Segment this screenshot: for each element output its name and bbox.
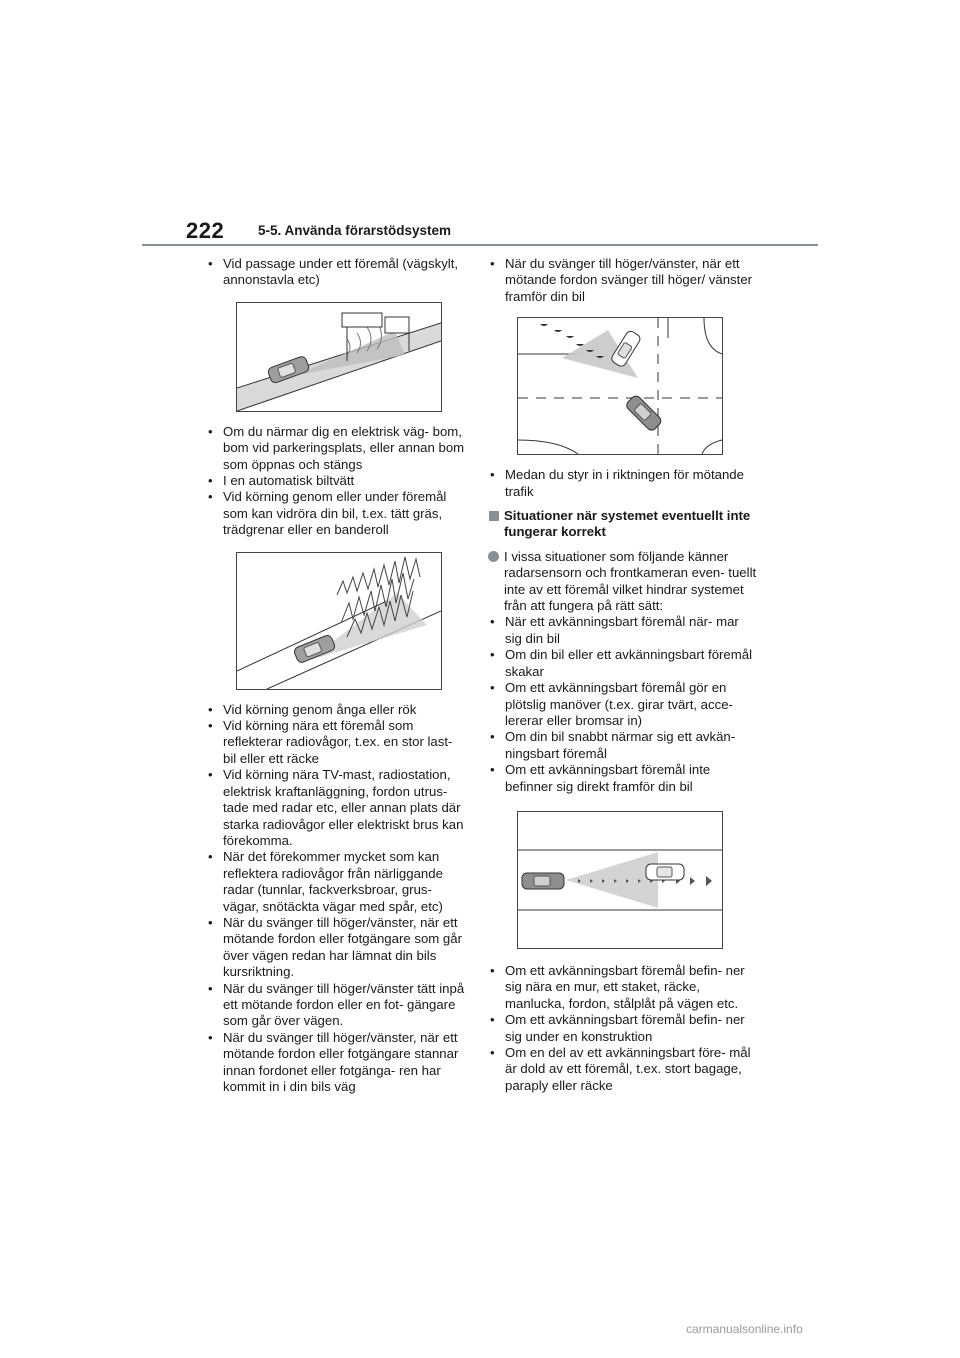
bullet-list (487, 467, 757, 500)
bullet-list (205, 424, 467, 539)
illustration-offset-vehicle (517, 811, 723, 949)
heading-square-marker (489, 511, 499, 521)
list-item: • Vid körning genom eller under föremål som kan vidröra din bil, t.ex. tätt gräs, trädgrenar eller en banderoll (205, 489, 467, 538)
list-item: • Om ett avkänningsbart föremål befin- ner sig nära en mur, ett staket, räcke, manlucka, fordon, stålplåt på vägen etc. (487, 963, 757, 1012)
intro-text: I vissa situationer som följande känner radarsensorn och frontkameran even- tuellt inte av ett föremål vilket hindrar systemet från att fungera på rätt sätt: (504, 548, 757, 614)
bullet-list (205, 702, 467, 1096)
list-item: • När du svänger till höger/vänster tätt inpå ett mötande fordon eller en fot- gängare som går över vägen. (205, 981, 467, 1030)
list-item: • När du svänger till höger/vänster, när ett mötande fordon eller fotgängare stannar innan fordonet eller fotgänga- ren har kommit in i din bils väg (205, 1030, 467, 1096)
list-item: • Vid körning nära TV-mast, radiostation, elektrisk kraftanläggning, fordon utrus- tade med radar etc, eller annan plats där starka radiovågor eller elektriskt brus kan förekomma. (205, 767, 467, 849)
list-item: • Om ett avkänningsbart föremål gör en plötslig manöver (t.ex. girar tvärt, acce- lererar eller bromsar in) (487, 680, 757, 729)
list-item: • Om du närmar dig en elektrisk väg- bom, bom vid parkeringsplats, eller annan bom som öppnas och stängs (205, 424, 467, 473)
list-item: • Vid körning genom ånga eller rök (205, 702, 467, 718)
section-heading (487, 508, 757, 541)
list-item: • I en automatisk biltvätt (205, 473, 467, 489)
bullet-list (205, 256, 467, 289)
list-item: • När du svänger till höger/vänster, när ett mötande fordon eller fotgängare som går över vägen redan har lämnat din bils kursriktning. (205, 915, 467, 981)
list-item: • När ett avkänningsbart föremål när- mar sig din bil (487, 614, 757, 647)
list-item: • Vid passage under ett föremål (vägskylt, annonstavla etc) (205, 256, 467, 289)
intro-paragraph (487, 549, 757, 615)
list-item: • Om din bil eller ett avkänningsbart föremål skakar (487, 647, 757, 680)
list-item: • Om en del av ett avkänningsbart före- mål är dold av ett föremål, t.ex. stort bagage, paraply eller räcke (487, 1045, 757, 1094)
illustration-intersection-turn (517, 317, 723, 455)
list-item: • Om ett avkänningsbart föremål befin- ner sig under en konstruktion (487, 1012, 757, 1045)
illustration-overhead-sign (236, 302, 442, 412)
list-item: • Medan du styr in i riktningen för mötande trafik (487, 467, 757, 500)
list-item: • När du svänger till höger/vänster, när ett mötande fordon svänger till höger/ vänster framför din bil (487, 256, 757, 305)
list-item: • Vid körning nära ett föremål som reflekterar radiovågor, t.ex. en stor last- bil eller ett räcke (205, 718, 467, 767)
bullet-list (487, 963, 757, 1094)
circle-bullet-marker (488, 551, 499, 562)
left-column (205, 256, 467, 1095)
header-divider (142, 244, 818, 246)
illustration-dense-grass (236, 552, 442, 690)
list-item: • Om ett avkänningsbart föremål inte befinner sig direkt framför din bil (487, 762, 757, 795)
heading-text: Situationer när systemet eventuellt inte fungerar korrekt (504, 508, 751, 540)
bullet-list (487, 614, 757, 794)
watermark: carmanualsonline.info (686, 1322, 803, 1336)
right-column (487, 256, 757, 1094)
page-number: 222 (186, 218, 225, 243)
section-title: 5-5. Använda förarstödsystem (258, 223, 452, 238)
list-item: • När det förekommer mycket som kan reflektera radiovågor från närliggande radar (tunnlar, fackverksbroar, grus- vägar, snötäckta vägar med spår, etc) (205, 849, 467, 915)
bullet-list (487, 256, 757, 305)
list-item: • Om din bil snabbt närmar sig ett avkän- ningsbart föremål (487, 729, 757, 762)
